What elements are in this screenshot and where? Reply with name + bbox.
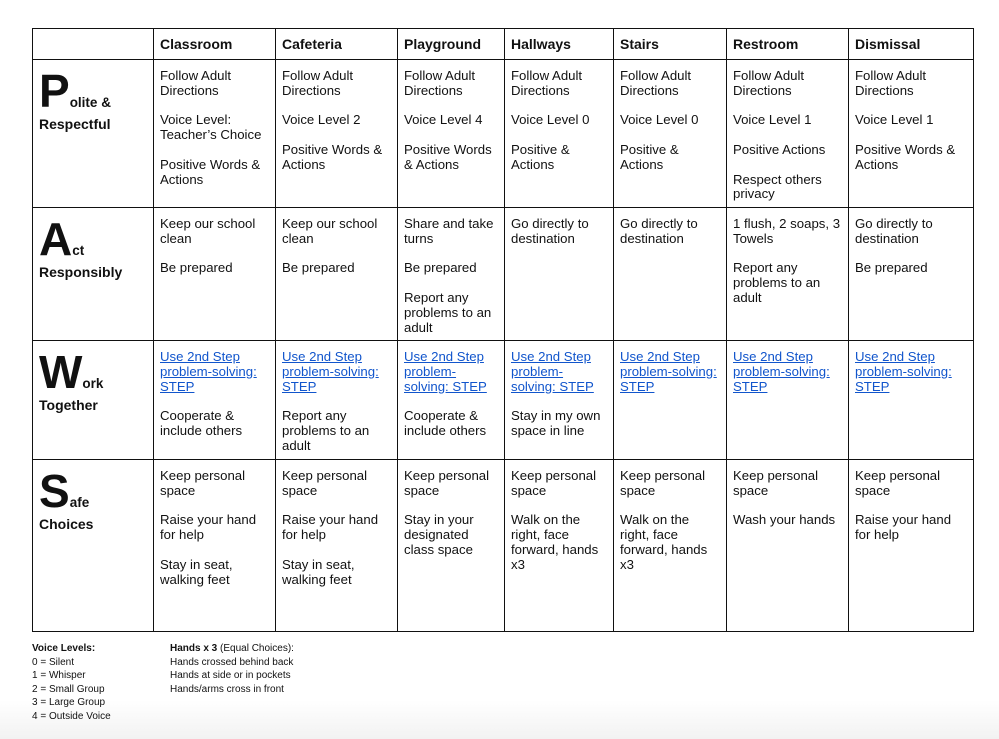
- cell-text: Share and take turns: [404, 216, 494, 246]
- cell-text: Raise your hand for help: [282, 512, 379, 543]
- header-row: [33, 29, 974, 60]
- cell-text: Keep personal space: [620, 468, 706, 498]
- cell-playground: [398, 460, 505, 632]
- voice-levels-title: Voice Levels:: [32, 643, 96, 654]
- cell-stairs: [614, 460, 727, 632]
- cell-text: Voice Level 0: [620, 112, 699, 128]
- behavior-matrix-table: [32, 28, 974, 632]
- cell-cafeteria: [276, 208, 398, 341]
- hands-item: Hands/arms cross in front: [170, 683, 284, 695]
- step-link[interactable]: Use 2nd Step problem-solving: STEP: [404, 349, 487, 394]
- voice-level-item: 2 = Small Group: [32, 683, 105, 695]
- header-corner: [33, 29, 154, 60]
- header-playground: Playground: [398, 29, 505, 60]
- cell-stairs: [614, 208, 727, 341]
- cell-stairs: [614, 341, 727, 460]
- cell-text: 1 flush, 2 soaps, 3 Towels: [733, 216, 841, 246]
- acronym-second-line: Choices: [39, 516, 94, 532]
- cell-text: Go directly to destination: [511, 216, 589, 246]
- cell-text: Keep personal space: [282, 468, 368, 498]
- cell-text: Voice Level 1: [733, 112, 812, 128]
- cell-text: Positive & Actions: [511, 141, 570, 172]
- step-link[interactable]: Use 2nd Step problem-solving: STEP: [160, 349, 257, 394]
- cell-text: Be prepared: [160, 260, 233, 276]
- cell-text: Go directly to destination: [620, 216, 698, 246]
- step-link[interactable]: Use 2nd Step problem-solving: STEP: [733, 349, 830, 394]
- cell-text: Positive Words & Actions: [160, 156, 261, 187]
- cell-hallways: [505, 460, 614, 632]
- cell-text: Cooperate & include others: [160, 408, 243, 438]
- cell-text: Keep our school clean: [282, 216, 378, 246]
- cell-text: Walk on the right, face forward, hands x3: [620, 512, 708, 572]
- acronym-letter: W: [39, 346, 83, 398]
- cell-text: Report any problems to an adult: [733, 260, 821, 305]
- step-link[interactable]: Use 2nd Step problem-solving: STEP: [620, 349, 717, 394]
- cell-text: Keep personal space: [511, 468, 597, 498]
- cell-text: Positive Actions: [733, 141, 826, 157]
- cell-text: Voice Level 2: [282, 112, 361, 128]
- header-classroom: Classroom: [154, 29, 276, 60]
- acronym-letter: S: [39, 465, 70, 517]
- cell-text: Raise your hand for help: [160, 512, 257, 543]
- cell-dismissal: [849, 60, 974, 208]
- cell-text: Stay in my own space in line: [511, 408, 601, 438]
- row-polite-respectful: [33, 60, 974, 208]
- acronym-second-line: Respectful: [39, 116, 111, 132]
- acronym-rest: afe: [69, 495, 90, 510]
- cell-playground: [398, 341, 505, 460]
- cell-classroom: [154, 60, 276, 208]
- row-label-a: [33, 208, 154, 341]
- voice-level-item: 3 = Large Group: [32, 697, 106, 709]
- cell-cafeteria: [276, 60, 398, 208]
- hands-item: Hands at side or in pockets: [170, 670, 291, 682]
- cell-classroom: [154, 460, 276, 632]
- cell-text: Positive & Actions: [620, 141, 679, 172]
- cell-text: Cooperate & include others: [404, 408, 487, 438]
- row-label-p: [33, 60, 154, 208]
- acronym-letter: P: [39, 65, 70, 117]
- row-safe-choices: [33, 460, 974, 632]
- cell-text: Positive Words & Actions: [855, 141, 956, 172]
- acronym-rest: ct: [72, 243, 85, 258]
- cell-playground: [398, 208, 505, 341]
- cell-text: Follow Adult Directions: [404, 68, 476, 98]
- cell-text: Follow Adult Directions: [511, 68, 583, 98]
- cell-text: Raise your hand for help: [855, 512, 952, 543]
- step-link[interactable]: Use 2nd Step problem-solving: STEP: [855, 349, 952, 394]
- cell-text: Positive Words & Actions: [404, 141, 492, 172]
- acronym-second-line: Together: [39, 397, 98, 413]
- hands-legend: [170, 642, 294, 696]
- cell-hallways: [505, 60, 614, 208]
- cell-restroom: [727, 60, 849, 208]
- cell-text: Follow Adult Directions: [855, 68, 927, 98]
- cell-classroom: [154, 341, 276, 460]
- cell-text: Stay in your designated class space: [404, 512, 474, 557]
- row-label-s: [33, 460, 154, 632]
- cell-dismissal: [849, 460, 974, 632]
- cell-text: Be prepared: [404, 260, 477, 276]
- cell-text: Walk on the right, face forward, hands x3: [511, 512, 599, 572]
- cell-text: Wash your hands: [733, 512, 836, 528]
- cell-hallways: [505, 341, 614, 460]
- hands-title-line: [170, 642, 294, 656]
- cell-text: Stay in seat, walking feet: [160, 556, 233, 587]
- cell-restroom: [727, 460, 849, 632]
- voice-level-item: 4 = Outside Voice: [32, 710, 111, 722]
- cell-restroom: [727, 208, 849, 341]
- cell-text: Be prepared: [855, 260, 928, 276]
- row-label-w: [33, 341, 154, 460]
- acronym-rest: olite &: [69, 95, 111, 110]
- cell-text: Voice Level 1: [855, 112, 934, 128]
- cell-hallways: [505, 208, 614, 341]
- row-act-responsibly: [33, 208, 974, 341]
- cell-restroom: [727, 341, 849, 460]
- cell-text: Report any problems to an adult: [404, 289, 492, 335]
- cell-text: Keep our school clean: [160, 216, 256, 246]
- step-link[interactable]: Use 2nd Step problem-solving: STEP: [282, 349, 379, 394]
- cell-text: Keep personal space: [404, 468, 490, 498]
- cell-text: Report any problems to an adult: [282, 408, 370, 453]
- cell-text: Voice Level: Teacher’s Choice: [160, 112, 262, 143]
- hands-item: Hands crossed behind back: [170, 656, 294, 668]
- voice-levels-legend: [32, 642, 111, 724]
- cell-text: Keep personal space: [733, 468, 819, 498]
- cell-cafeteria: [276, 460, 398, 632]
- cell-classroom: [154, 208, 276, 341]
- cell-text: Follow Adult Directions: [733, 68, 805, 98]
- hands-note: (Equal Choices):: [217, 643, 294, 654]
- row-work-together: [33, 341, 974, 460]
- voice-level-item: 0 = Silent: [32, 656, 74, 668]
- header-dismissal: Dismissal: [849, 29, 974, 60]
- cell-cafeteria: [276, 341, 398, 460]
- hands-title: Hands x 3: [170, 643, 218, 654]
- cell-dismissal: [849, 208, 974, 341]
- cell-text: Follow Adult Directions: [282, 68, 354, 98]
- cell-text: Be prepared: [282, 260, 355, 276]
- step-link[interactable]: Use 2nd Step problem-solving: STEP: [511, 349, 594, 394]
- cell-text: Voice Level 0: [511, 112, 590, 128]
- cell-text: Go directly to destination: [855, 216, 933, 246]
- cell-text: Voice Level 4: [404, 112, 483, 128]
- header-hallways: Hallways: [505, 29, 614, 60]
- cell-text: Keep personal space: [160, 468, 246, 498]
- cell-text: Follow Adult Directions: [160, 68, 232, 98]
- acronym-second-line: Responsibly: [39, 264, 123, 280]
- header-restroom: Restroom: [727, 29, 849, 60]
- cell-text: Keep personal space: [855, 468, 941, 498]
- acronym-letter: A: [39, 213, 73, 265]
- cell-stairs: [614, 60, 727, 208]
- cell-text: Stay in seat, walking feet: [282, 556, 355, 587]
- header-stairs: Stairs: [614, 29, 727, 60]
- cell-playground: [398, 60, 505, 208]
- cell-text: Respect others privacy: [733, 171, 822, 202]
- acronym-rest: ork: [82, 376, 104, 391]
- cell-text: Follow Adult Directions: [620, 68, 692, 98]
- cell-text: Positive Words & Actions: [282, 141, 383, 172]
- header-cafeteria: Cafeteria: [276, 29, 398, 60]
- voice-level-item: 1 = Whisper: [32, 670, 86, 682]
- cell-dismissal: [849, 341, 974, 460]
